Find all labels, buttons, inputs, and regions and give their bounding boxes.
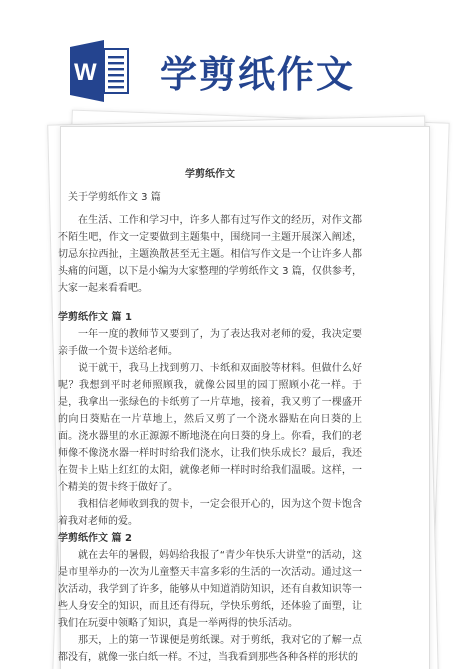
document-content <box>58 166 362 666</box>
section2-paragraph: 那天，上的第一节课便是剪纸课。对于剪纸，我对它的了解一点都没有，就像一张白纸一样。不过，当我看到那些各种各样的形状的 <box>58 635 362 663</box>
intro-paragraph: 在生活、工作和学习中，许多人都有过写作文的经历，对作文都不陌生吧，作文一定要做到主题集中，围绕同一主题开展深入阐述，切忌东拉西扯，主题涣散甚至无主题。相信写作文是一个让许多人都头痛的问题，以下是小编为大家整理的学剪纸作文 3 篇，仅供参考，大家一起来看看吧。 <box>58 215 362 294</box>
word-icon-letter: W <box>74 59 97 86</box>
section1-paragraph: 一年一度的教师节又要到了，为了表达我对老师的爱，我决定要亲手做一个贺卡送给老师。 <box>58 329 362 357</box>
page-title: 学剪纸作文 <box>160 53 355 96</box>
section1-paragraph: 我相信老师收到我的贺卡，一定会很开心的，因为这个贺卡饱含着我对老师的爱。 <box>58 499 362 527</box>
section2-paragraph: 就在去年的暑假，妈妈给我报了“青少年快乐大讲堂”的活动，这是市里举办的一次为儿童整天丰富多彩的生活的一次活动。通过这一次活动，我学到了许多，能够从中知道消防知识，还有自救知识等一些人身安全的知识，而且还有得玩，学快乐剪纸，还体验了面塑，让我们在玩耍中领略了知识，真是一举两得的快乐活动。 <box>58 550 362 629</box>
section-heading-1: 学剪纸作文 篇 1 <box>58 312 132 323</box>
header-banner <box>0 0 474 110</box>
document-heading: 学剪纸作文 <box>185 169 235 180</box>
section1-paragraph: 说干就干，我马上找到剪刀、卡纸和双面胶等材料。但做什么好呢？我想到平时老师照顾我，就像公园里的园丁照顾小花一样。于是，我拿出一张绿色的卡纸剪了一片草地，接着，我又剪了一棵盛开的向日葵贴在一片草地上，然后又剪了一个浇水器贴在向日葵的上面。浇水器里的水正源源不断地浇在向日葵的身上。你看，我们的老师像不像浇水器一样时时给我们浇水，让我们快乐成长？最后，我还在贺卡上贴上红红的太阳，就像老师一样时时给我们温暖。这样，一个精美的贺卡终于做好了。 <box>58 363 362 493</box>
section-heading-2: 学剪纸作文 篇 2 <box>58 533 132 544</box>
word-document-icon <box>70 40 130 102</box>
document-intro: 关于学剪纸作文 3 篇 <box>68 192 161 203</box>
